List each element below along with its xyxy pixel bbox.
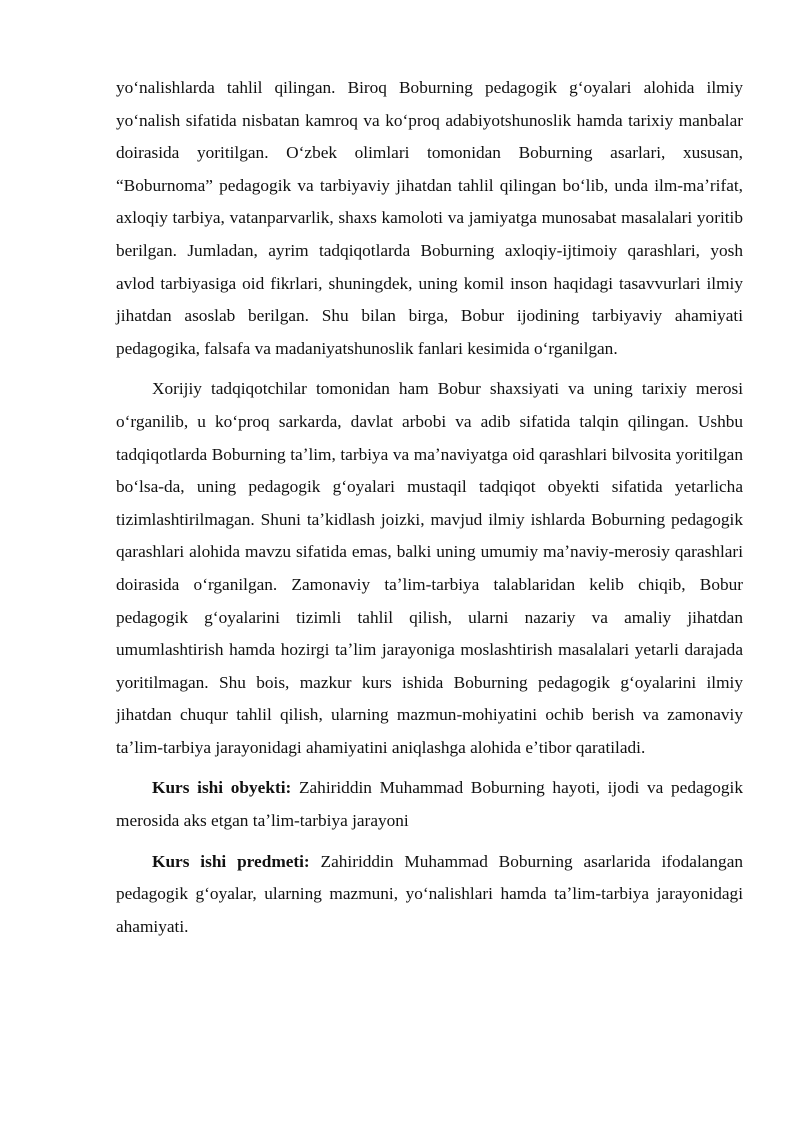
course-work-subject-label: Kurs ishi predmeti: — [152, 851, 310, 871]
document-page — [116, 72, 743, 951]
course-work-object-label: Kurs ishi obyekti: — [152, 778, 292, 798]
course-work-subject — [116, 846, 743, 944]
course-work-object — [116, 772, 743, 837]
course-work-subject-text: Zahiriddin Muhammad Boburning asarlarida ifodalangan pedagogik gʻoyalar, ularning mazmuni, yoʻnalishlari hamda taʼlim-tarbiya jarayonidagi ahamiyati. — [116, 851, 744, 936]
course-work-object-text: Zahiriddin Muhammad Boburning hayoti, ijodi va pedagogik merosida aks etgan taʼlim-tarbiya jarayoni — [116, 778, 744, 831]
paragraph-literature-review: yoʻnalishlarda tahlil qilingan. Biroq Boburning pedagogik gʻoyalari alohida ilmiy yoʻnalish sifatida nisbatan kamroq va koʻproq adabiyotshunoslik hamda tarixiy manbalar doirasida yoritilgan. Oʻzbek olimlari tomonidan Boburning asarlari, xususan, “Boburnoma” pedagogik va tarbiyaviy jihatdan tahlil qilingan boʻlib, unda ilm-maʼrifat, axloqiy tarbiya, vatanparvarlik, shaxs kamoloti va jamiyatga munosabat masalalari yoritib berilgan. Jumladan, ayrim tadqiqotlarda Boburning axloqiy-ijtimoiy qarashlari, yosh avlod tarbiyasiga oid fikrlari, shuningdek, uning komil inson haqidagi tasavvurlari ilmiy jihatdan asoslab berilgan. Shu bilan birga, Bobur ijodining tarbiyaviy ahamiyati pedagogika, falsafa va madaniyatshunoslik fanlari kesimida oʻrganilgan. — [116, 78, 743, 358]
paragraph-foreign-research: Xorijiy tadqiqotchilar tomonidan ham Bobur shaxsiyati va uning tarixiy merosi oʻrganilib, u koʻproq sarkarda, davlat arbobi va adib sifatida talqin qilingan. Ushbu tadqiqotlarda Boburning taʼlim, tarbiya va maʼnaviyatga oid qarashlari bilvosita yoritilgan boʻlsa-da, uning pedagogik gʻoyalari mustaqil tadqiqot obyekti sifatida yetarlicha tizimlashtirilmagan. Shuni taʼkidlash joizki, mavjud ilmiy ishlarda Boburning pedagogik qarashlari alohida mavzu sifatida emas, balki uning umumiy maʼnaviy-merosiy qarashlari doirasida oʻrganilgan. Zamonaviy taʼlim-tarbiya talablaridan kelib chiqib, Bobur pedagogik gʻoyalarini tizimli tahlil qilish, ularni nazariy va amaliy jihatdan umumlashtirish hamda hozirgi taʼlim jarayoniga moslashtirish masalalari yetarli darajada yoritilmagan. Shu bois, mazkur kurs ishida Boburning pedagogik gʻoyalarini ilmiy jihatdan chuqur tahlil qilish, ularning mazmun-mohiyatini ochib berish va zamonaviy taʼlim-tarbiya jarayonidagi ahamiyatini aniqlashga alohida eʼtibor qaratiladi. — [116, 379, 743, 757]
